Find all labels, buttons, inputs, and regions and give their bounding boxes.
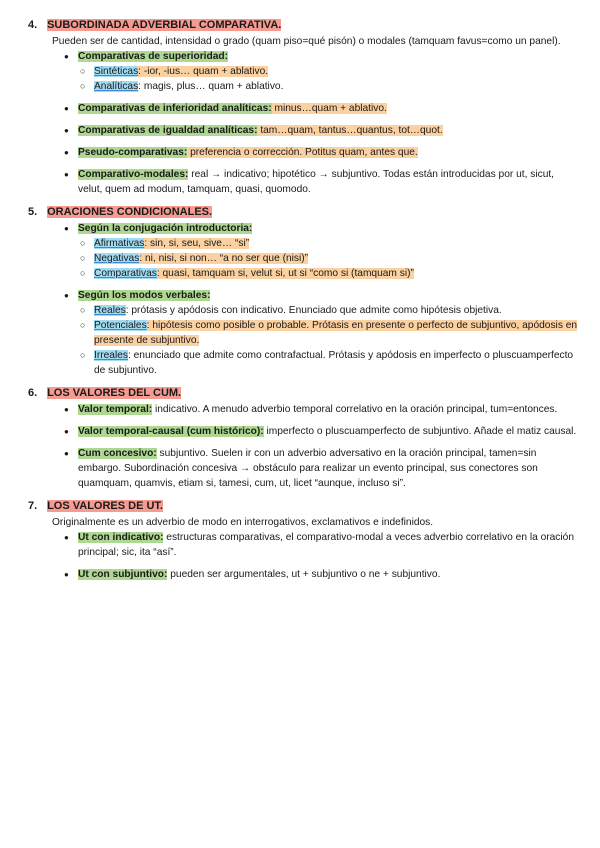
section-7 bbox=[28, 499, 578, 582]
item-label: Pseudo-comparativas: bbox=[78, 147, 188, 158]
bullet-list bbox=[28, 402, 578, 491]
section-intro: Pueden ser de cantidad, intensidad o grado (quam piso=qué pisón) o modales (tamquam favus=como un panel). bbox=[52, 36, 561, 47]
item-label: Según la conjugación introductoria: bbox=[78, 223, 253, 234]
sub-list-item bbox=[94, 348, 578, 378]
sub-label: Reales bbox=[94, 305, 126, 316]
section-title: LOS VALORES DEL CUM. bbox=[47, 387, 182, 399]
sub-text: : magis, plus… quam + ablativo. bbox=[138, 81, 284, 92]
item-text: tam…quam, tantus…quantus, tot…quot. bbox=[257, 125, 443, 136]
sub-list bbox=[78, 303, 578, 378]
item-label: Comparativas de inferioridad analíticas: bbox=[78, 103, 272, 114]
item-label: Valor temporal-causal (cum histórico): bbox=[78, 426, 264, 437]
item-text: imperfecto o pluscuamperfecto de subjuntivo. Añade el matiz causal. bbox=[263, 426, 577, 437]
bullet-list bbox=[28, 221, 578, 378]
item-text: subjuntivo. Suelen ir con un adverbio adversativo en la oración principal, tamen=sin embargo. Subordinación concesiva → obstáculo para realizar un evento principal, sus conectores son quamquam, quamvis, etiam si, tamesi, cum, ut, licet “aunque, incluso si”. bbox=[78, 448, 538, 489]
item-label: Ut con subjuntivo: bbox=[78, 569, 168, 580]
list-item bbox=[78, 145, 578, 160]
bullet-list bbox=[28, 530, 578, 582]
item-label: Valor temporal: bbox=[78, 404, 153, 415]
sub-label: Negativas bbox=[94, 253, 140, 264]
list-item bbox=[78, 167, 578, 197]
bullet-list bbox=[28, 49, 578, 197]
list-item bbox=[78, 49, 578, 94]
item-label: Comparativas de superioridad: bbox=[78, 51, 229, 62]
item-text: minus…quam + ablativo. bbox=[271, 103, 387, 114]
section-6 bbox=[28, 386, 578, 491]
sub-text: : enunciado que admite como contrafactual. Prótasis y apódosis en imperfecto o pluscuamperfecto de subjuntivo. bbox=[94, 350, 574, 376]
section-number: 4. bbox=[28, 19, 38, 31]
section-number: 7. bbox=[28, 500, 38, 512]
item-label: Cum concesivo: bbox=[78, 448, 157, 459]
sub-label: Afirmativas bbox=[94, 238, 145, 249]
item-label: Ut con indicativo: bbox=[78, 532, 164, 543]
sub-text: : quasi, tamquam si, velut si, ut si “como si (tamquam si)” bbox=[156, 268, 414, 279]
sub-list-item bbox=[94, 236, 578, 251]
list-item bbox=[78, 446, 578, 491]
sub-list-item bbox=[94, 318, 578, 348]
item-text: estructuras comparativas, el comparativo-modal a veces adverbio correlativo en la oración principal; sic, ita “así”. bbox=[78, 532, 574, 558]
list-item bbox=[78, 221, 578, 281]
list-item bbox=[78, 424, 578, 439]
sub-text: : hipótesis como posible o probable. Prótasis en presente o perfecto de subjuntivo, apódosis en presente de subjuntivo. bbox=[94, 320, 578, 346]
section-number: 6. bbox=[28, 387, 38, 399]
section-5 bbox=[28, 205, 578, 378]
section-intro: Originalmente es un adverbio de modo en interrogativos, exclamativos e indefinidos. bbox=[52, 517, 434, 528]
section-heading bbox=[28, 499, 578, 514]
item-label: Comparativo-modales: bbox=[78, 169, 189, 180]
sub-label: Analíticas bbox=[94, 81, 139, 92]
section-title: ORACIONES CONDICIONALES. bbox=[47, 206, 213, 218]
section-title: LOS VALORES DE UT. bbox=[47, 500, 163, 512]
section-4 bbox=[28, 18, 578, 197]
sub-list-item bbox=[94, 64, 578, 79]
sub-label: Irreales bbox=[94, 350, 128, 361]
sub-text: : sin, si, seu, sive… “si” bbox=[144, 238, 250, 249]
sub-list bbox=[78, 236, 578, 281]
list-item bbox=[78, 101, 578, 116]
list-item bbox=[78, 288, 578, 378]
sub-text: : prótasis y apódosis con indicativo. Enunciado que admite como hipótesis objetiva. bbox=[125, 305, 502, 316]
sub-label: Comparativas bbox=[94, 268, 157, 279]
section-number: 5. bbox=[28, 206, 38, 218]
list-item bbox=[78, 123, 578, 138]
item-label: Comparativas de igualdad analíticas: bbox=[78, 125, 258, 136]
sub-label: Sintéticas bbox=[94, 66, 139, 77]
sub-list-item bbox=[94, 266, 578, 281]
sub-list-item bbox=[94, 251, 578, 266]
sub-list-item bbox=[94, 303, 578, 318]
section-heading bbox=[28, 386, 578, 401]
sub-text: : ni, nisi, si non… “a no ser que (nisi)” bbox=[139, 253, 309, 264]
list-item bbox=[78, 402, 578, 417]
list-item bbox=[78, 567, 578, 582]
item-text: indicativo. A menudo adverbio temporal correlativo en la oración principal, tum=entonces. bbox=[152, 404, 558, 415]
section-heading bbox=[28, 18, 578, 33]
sub-list-item bbox=[94, 79, 578, 94]
sub-text: : -ior, -ius… quam + ablativo. bbox=[138, 66, 269, 77]
item-text: real → indicativo; hipotético → subjuntivo. Todas están introducidas por ut, sicut, velut, quem ad modum, tamquam, quasi, quomodo. bbox=[78, 169, 555, 195]
sub-label: Potenciales bbox=[94, 320, 147, 331]
sub-list bbox=[78, 64, 578, 94]
section-heading bbox=[28, 205, 578, 220]
item-label: Según los modos verbales: bbox=[78, 290, 211, 301]
item-text: pueden ser argumentales, ut + subjuntivo o ne + subjuntivo. bbox=[167, 569, 441, 580]
item-text: preferencia o corrección. Potitus quam, antes que. bbox=[187, 147, 418, 158]
section-title: SUBORDINADA ADVERBIAL COMPARATIVA. bbox=[47, 19, 282, 31]
list-item bbox=[78, 530, 578, 560]
